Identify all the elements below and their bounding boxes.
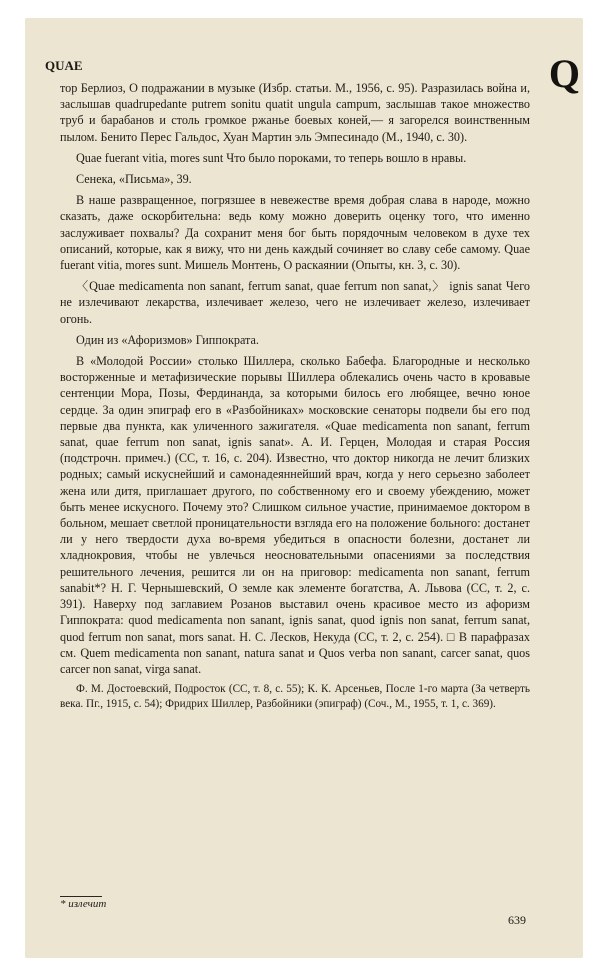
header-word: QUAE <box>45 58 83 73</box>
paragraph-hippocrates: Один из «Афоризмов» Гиппократа. <box>76 332 259 347</box>
page-number: 639 <box>508 913 526 927</box>
paragraph-references: Ф. М. Достоевский, Подросток (СС, т. 8, с. 55); К. К. Арсеньев, После 1-го марта (За четверть века. Пг., 1915, с. 54); Фридрих Шиллер, Разбойники (эпиграф) (Соч., М., 1955, т. 1, с. 369). <box>60 683 530 710</box>
paragraph-montaigne: В наше развращенное, погрязшее в невежестве время добрая слава в народе, можно сказать, даже оскорбительна: ведь кому можно доверить оценку того, что именно заслуживает похвалы? Да сохранит меня бог быть порядочным человеком в духе тех описаний, которые, как я вижу, что ни день каждый сочиняет во славу себе самому. Quae fuerant vitia, mores sunt. Мишель Монтень, О раскаянии (Опыты, кн. 3, с. 30). <box>60 193 530 273</box>
paragraph-seneca: Сенека, «Письма», 39. <box>76 172 192 187</box>
paragraph-quae-medicamenta: 〈Quae medicamenta non sanant, ferrum sanat, quae ferrum non sanat,〉 ignis sanat Чего не излечивают лекарства, излечивает железо, чего не излечивает железо, излечивает огонь. <box>60 279 530 326</box>
footnote: * излечит <box>60 898 107 910</box>
paragraph-quae-fuerant: Quae fuerant vitia, mores sunt Что было пороками, то теперь вошло в нравы. <box>76 150 467 165</box>
paragraph-berlioz: тор Берлиоз, О подражании в музыке (Избр. статьи. М., 1956, с. 95). Разразилась война и, заслышав quadrupedante putrem sonitu quatit ungula campum, заслышав такое множество труб и барабанов и столь громкое ржанье боевых коней,— я загорелся воинственным пылом. Бенито Перес Гальдос, Хуан Мартин эль Эмпесинадо (М., 1940, с. 30). <box>60 81 530 144</box>
section-letter: Q <box>548 51 580 96</box>
article-body <box>60 80 530 716</box>
paragraph-herzen: В «Молодой России» столько Шиллера, сколько Бабефа. Благородные и несколько восторженные и метафизические порывы Шиллера облекались очень часто в кровавые сентенции Мора, Позы, Фердинанда, за которыми билось его любящее, вечно юное сердце. За один эпиграф его в «Разбойниках» московские сенаторы подвели бы его под первые два пункта, как уличенного зажигателя. «Quae medicamenta non sanant, ferrum sanat, quae ferrum non sanat, ignis sanat». А. И. Герцен, Молодая и старая Россия (подстрочн. примеч.) (СС, т. 16, с. 204). Известно, что доктор никогда не лечит близких родных; самый искуснейший и самонадеяннейший врач, когда у него серьезно заболеет жена или дитя, приглашает другого, по собственному его и своему убеждению, может быть менее искусного. Почему это? Слишком сильное участие, принимаемое доктором в больном, мешает светлой проницательности взгляда его на положение больного: достанет ли у него твердости духа во-время убедиться в опасности болезни, достанет ли хладнокровия, чтобы не увлечься неосновательными опасениями за последствия решительного лечения, решится ли он на приговор: medicamenta non sanant, ferrum sanabit*? Н. Г. Чернышевский, О земле как элементе богатства, А. Львова (СС, т. 2, с. 391). Наверху под заглавием Розанов выставил очень красивое место из афоризм Гиппократа: quod medicamenta non sanant, ignis sanat, quod ignis non sanat, ferrum sanat, quod ferrum non sanat, mors sanat. Н. С. Лесков, Некуда (СС, т. 2, с. 254). □ В парафразах см. Quem medicamenta non sanant, natura sanat и Quos verba non sanant, carcer sanat, quos carcer non sanat, virga sanat. <box>60 354 530 676</box>
footnote-rule <box>60 896 102 897</box>
